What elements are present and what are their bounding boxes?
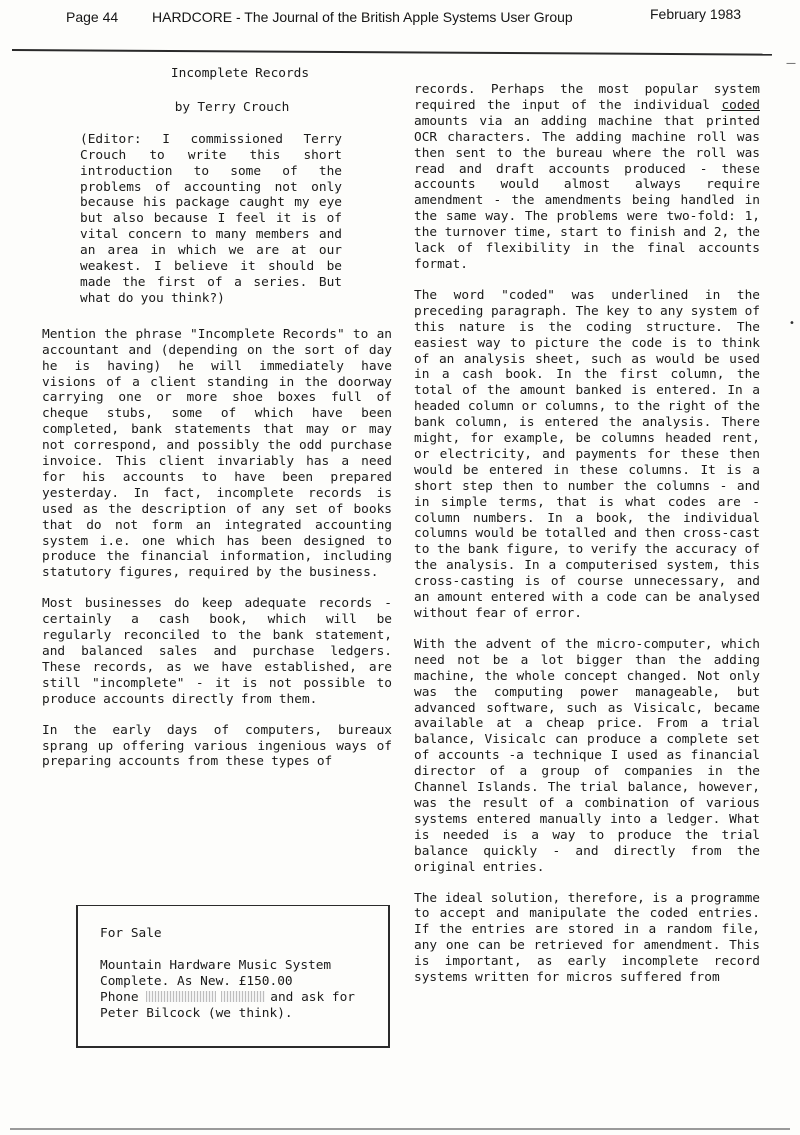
footer-rule: [10, 1128, 790, 1130]
underlined-word: coded: [721, 97, 760, 113]
paragraph: With the advent of the micro-computer, which need not be a lot bigger than the adding machine, the whole concept changed. Not only was the computing power manageable, but advanced software, such as Visicalc, became available at a cheap price. From a trial balance, Visicalc can produce a complete set of accounts -a technique I used as financial director of a group of companies in the Channel Islands. The trial balance, however, was the result of a combination of various systems entered manually into a ledger. What is needed is a way to produce the trial balance quickly - and directly from the original entries.: [414, 636, 760, 875]
phone-label: Phone: [100, 990, 139, 1005]
paragraph: In the early days of computers, bureaux sprang up offering various ingenious ways of preparing accounts from these types of: [42, 722, 392, 770]
for-sale-heading: For Sale: [100, 926, 162, 941]
redacted-phone-part: [221, 991, 265, 1002]
issue-date: February 1983: [650, 6, 742, 22]
left-column: [42, 66, 392, 785]
journal-title: HARDCORE - The Journal of the British Apple Systems User Group: [152, 9, 573, 25]
for-sale-box: [76, 905, 390, 1048]
redacted-phone-part: [146, 991, 216, 1002]
for-sale-phone-line: [100, 990, 390, 1006]
paragraph: [414, 82, 760, 273]
for-sale-contact: Peter Bilcock (we think).: [100, 1006, 293, 1021]
margin-dot: •: [789, 318, 795, 329]
page-number: Page 44: [66, 9, 119, 25]
paragraph: The ideal solution, therefore, is a programme to accept and manipulate the coded entries. If the entries are stored in a random file, any one can be retrieved for amendment. This is important, as early incomplete record systems written for micros suffered from: [414, 890, 760, 986]
margin-mark: —: [786, 58, 796, 69]
article-author: by Terry Crouch: [174, 99, 290, 115]
phone-suffix: and ask for: [270, 990, 355, 1005]
paragraph: Mention the phrase "Incomplete Records" to an accountant and (depending on the sort of day he is having) he will immediately have visions of a client standing in the doorway carrying one or more shoe boxes full of cheque stubs, some of which have been completed, bank statements that may or may not correspond, and possibly the odd purchase invoice. This client invariably has a need for his accounts to have been prepared yesterday. In fact, incomplete records is used as the description of any set of books that do not form an integrated accounting system i.e. one which has been designed to produce the financial information, including statutory figures, required by the business.: [42, 326, 392, 581]
for-sale-item: Mountain Hardware Music System: [100, 958, 332, 973]
paragraph: Most businesses do keep adequate records - certainly a cash book, which will be regularly reconciled to the bank statement, and balanced sales and purchase ledgers. These records, as we have established, are still "incomplete" - it is not possible to produce accounts directly from them.: [42, 596, 392, 707]
editor-note: (Editor: I commissioned Terry Crouch to write this short introduction to some of the problems of accounting not only because his package caught my eye but also because I feel it is of vital concern to many members and an area in which we are at our weakest. I believe it should be made the first of a series. But what do you think?): [80, 131, 342, 306]
page-header: [0, 0, 800, 40]
paragraph: The word "coded" was underlined in the preceding paragraph. The key to any system of this nature is the coding structure. The easiest way to picture the code is to think of an analysis sheet, such as would be used in a cash book. In the first column, the total of the amount banked is entered. In a headed column or columns, to the right of the bank column, is entered the analysis. There might, for example, be columns headed rent, or electricity, and payments for these then would be entered in these columns. It is a short step then to number the columns - and in simple terms, that is what codes are - column numbers. In a book, the individual columns would be totalled and then cross-cast to the bank figure, to verify the accuracy of the analysis. In a computerised system, this cross-casting is of course unnecessary, and an amount entered with a code can be analysed without fear of error.: [414, 287, 760, 621]
paragraph-text: records. Perhaps the most popular system required the input of the individual: [414, 82, 760, 113]
for-sale-price: Complete. As New. £150.00: [100, 974, 293, 989]
article-title: Incomplete Records: [170, 66, 310, 81]
paragraph-text: amounts via an adding machine that printed OCR characters. The adding machine roll was then sent to the bureau where the roll was read and draft accounts produced - these accounts would almost always require amendment - the amendments being handled in the same way. The problems were two-fold: 1, the turnover time, start to finish and 2, the lack of flexibility in the final accounts format.: [414, 113, 760, 272]
right-column: [414, 82, 760, 1001]
header-rule: [12, 49, 772, 56]
